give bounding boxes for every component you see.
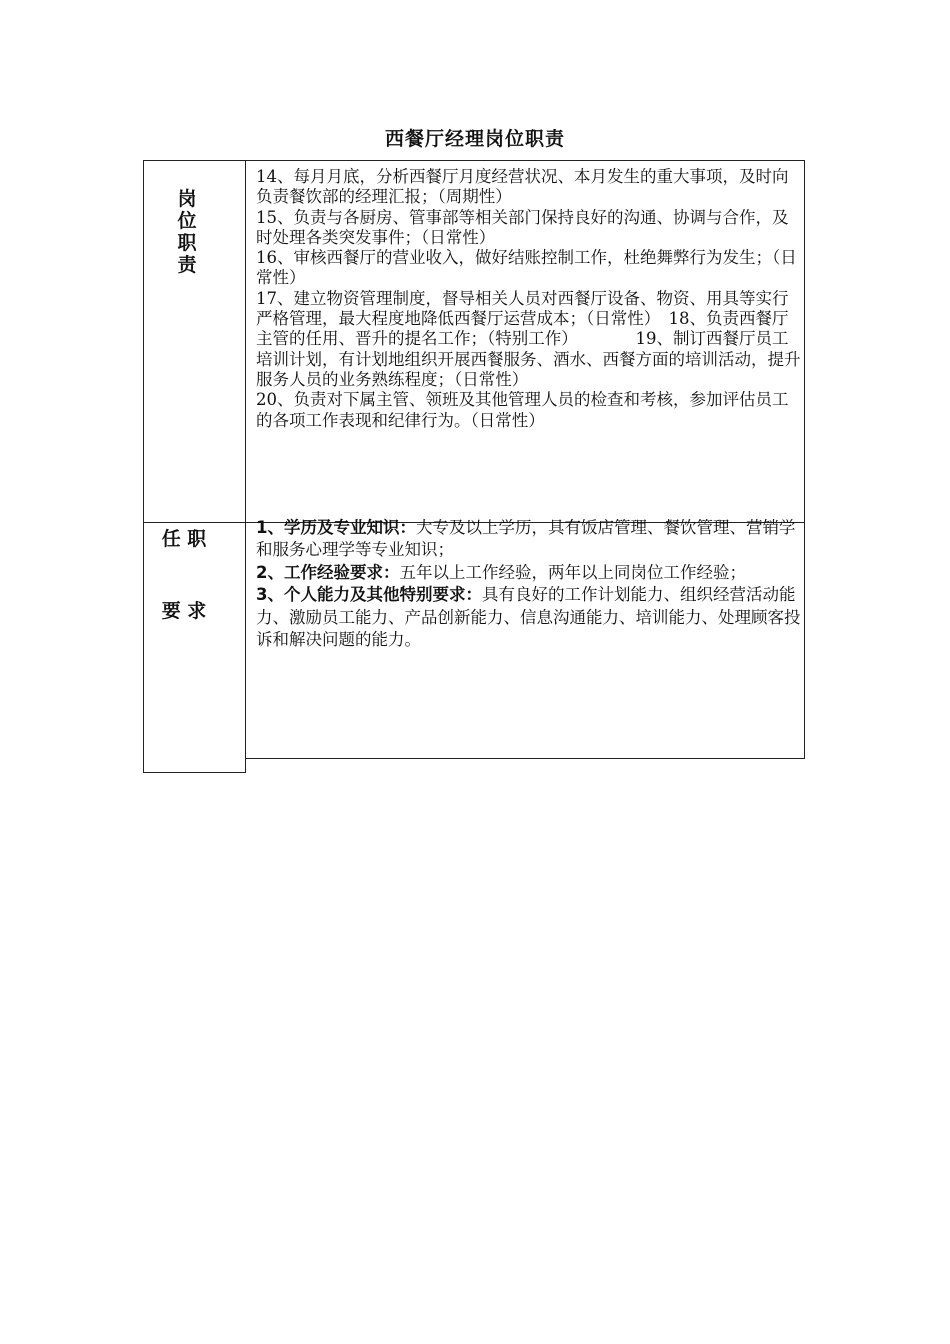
requirement-text: 五年以上工作经验，两年以上同岗位工作经验； (399, 562, 746, 582)
requirement-text: 大专及以上学历，具有饭店管理、餐饮管理、营销学和服务心理学等专业知识； (256, 518, 796, 560)
duties-label-char: 位 (177, 210, 197, 232)
duty-item: 20、负责对下属主管、领班及其他管理人员的检查和考核，参加评估员工的各项工作表现和纪律行为。（日常性） (256, 390, 789, 430)
requirements-label (143, 527, 225, 623)
requirements-label-line: 任 职 (161, 528, 207, 550)
requirements-label-line: 要 求 (161, 600, 207, 622)
requirement-item (256, 562, 802, 584)
duties-label-char: 责 (177, 254, 197, 276)
duties-label-char: 岗 (177, 188, 197, 210)
duties-content (256, 167, 802, 431)
requirement-head: 2、工作经验要求： (256, 562, 400, 582)
requirement-head: 1、学历及专业知识： (256, 518, 416, 537)
requirement-text: 具有良好的工作计划能力、组织经营活动能力、激励员工能力、产品创新能力、信息沟通能力、培训能力、处理顾客投诉和解决问题的能力。 (256, 585, 801, 650)
requirement-head: 3、个人能力及其他特别要求： (256, 585, 482, 605)
duty-item: 14、每月月底，分析西餐厅月度经营状况、本月发生的重大事项，及时向负责餐饮部的经理汇报；（周期性） (256, 167, 789, 207)
requirement-item (256, 584, 802, 651)
duties-label-char: 职 (177, 232, 197, 254)
duty-item: 16、审核西餐厅的营业收入，做好结账控制工作，杜绝舞弊行为发生；（日常性） (256, 248, 797, 288)
duties-label (143, 188, 231, 276)
duty-item: 15、负责与各厨房、管事部等相关部门保持良好的沟通、协调与合作，及时处理各类突发事件；（日常性） (256, 207, 789, 247)
row-divider (143, 522, 246, 523)
duty-item: 17、建立物资管理制度，督导相关人员对西餐厅设备、物资、用具等实行严格管理，最大程度地降低西餐厅运营成本；（日常性） 18、负责西餐厅主管的任用、晋升的提名工作；（特别工作） 19、制订西餐厅员工培训计划，有计划地组织开展西餐服务、酒水、西餐方面的培训活动，提升服务人员的业务熟练程度；（日常性） (256, 288, 801, 389)
page-title: 西餐厅经理岗位职责 (384, 128, 565, 150)
requirements-content (256, 517, 802, 682)
requirement-item (256, 517, 802, 562)
